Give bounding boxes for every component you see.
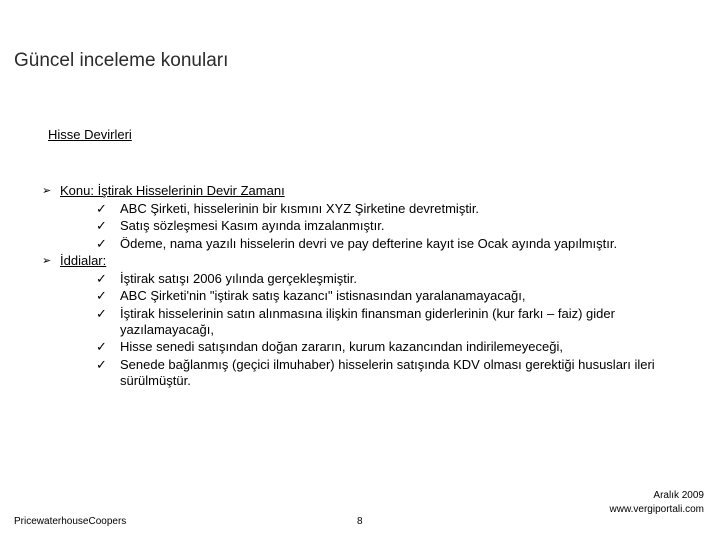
list-item	[42, 218, 692, 234]
check-bullet-icon: ✓	[96, 270, 107, 286]
check-bullet-icon: ✓	[96, 235, 107, 251]
check-bullet-icon: ✓	[96, 339, 107, 354]
footer-website: www.vergiportali.com	[609, 504, 704, 515]
list-item	[42, 339, 692, 355]
check-bullet-icon: ✓	[96, 305, 107, 321]
list-item-text: İştirak satışı 2006 yılında gerçekleşmiştir.	[120, 270, 357, 286]
section-subtitle: Hisse Devirleri	[48, 127, 132, 142]
list-item	[42, 288, 692, 304]
list-item-text: Senede bağlanmış (geçici ilmuhaber) hisselerin satışında KDV olması gerektiği hususları ileri sürülmüştür.	[120, 356, 655, 388]
check-bullet-icon: ✓	[96, 356, 107, 372]
claims-heading-text: İddialar:	[60, 253, 107, 268]
list-item	[42, 201, 692, 217]
topic-heading-text: Konu: İştirak Hisselerinin Devir Zamanı	[60, 183, 285, 198]
footer-brand: PricewaterhouseCoopers	[14, 516, 127, 527]
check-bullet-icon: ✓	[96, 200, 107, 216]
list-item-text: İştirak hisselerinin satın alınmasına ilişkin finansman giderlerinin (kur farkı – faiz) gider yazılamayacağı,	[120, 305, 615, 337]
check-bullet-icon: ✓	[96, 288, 107, 303]
check-bullet-icon: ✓	[96, 218, 107, 233]
list-item	[42, 271, 692, 287]
content-area	[42, 183, 692, 390]
footer-date: Aralık 2009	[653, 490, 704, 501]
page-number: 8	[357, 516, 363, 527]
page-title: Güncel inceleme konuları	[14, 50, 229, 71]
list-item	[42, 306, 692, 338]
list-item-text: Satış sözleşmesi Kasım ayında imzalanmıştır.	[120, 218, 385, 233]
footer-date-block	[610, 489, 704, 517]
list-item-text: Hisse senedi satışından doğan zararın, kurum kazancından indirilemeyeceği,	[120, 339, 563, 354]
topic-heading	[42, 183, 692, 199]
arrow-bullet-icon: ➢	[42, 185, 52, 197]
list-item	[42, 357, 692, 389]
list-item-text: Ödeme, nama yazılı hisselerin devri ve pay defterine kayıt ise Ocak ayında yapılmıştır.	[120, 235, 618, 251]
claims-heading	[42, 253, 692, 269]
list-item-text: ABC Şirketi'nin "iştirak satış kazancı" istisnasından yaralanamayacağı,	[120, 288, 526, 303]
list-item-text: ABC Şirketi, hisselerinin bir kısmını XYZ Şirketine devretmiştir.	[120, 200, 480, 216]
arrow-bullet-icon: ➢	[42, 255, 52, 267]
list-item	[42, 236, 692, 252]
